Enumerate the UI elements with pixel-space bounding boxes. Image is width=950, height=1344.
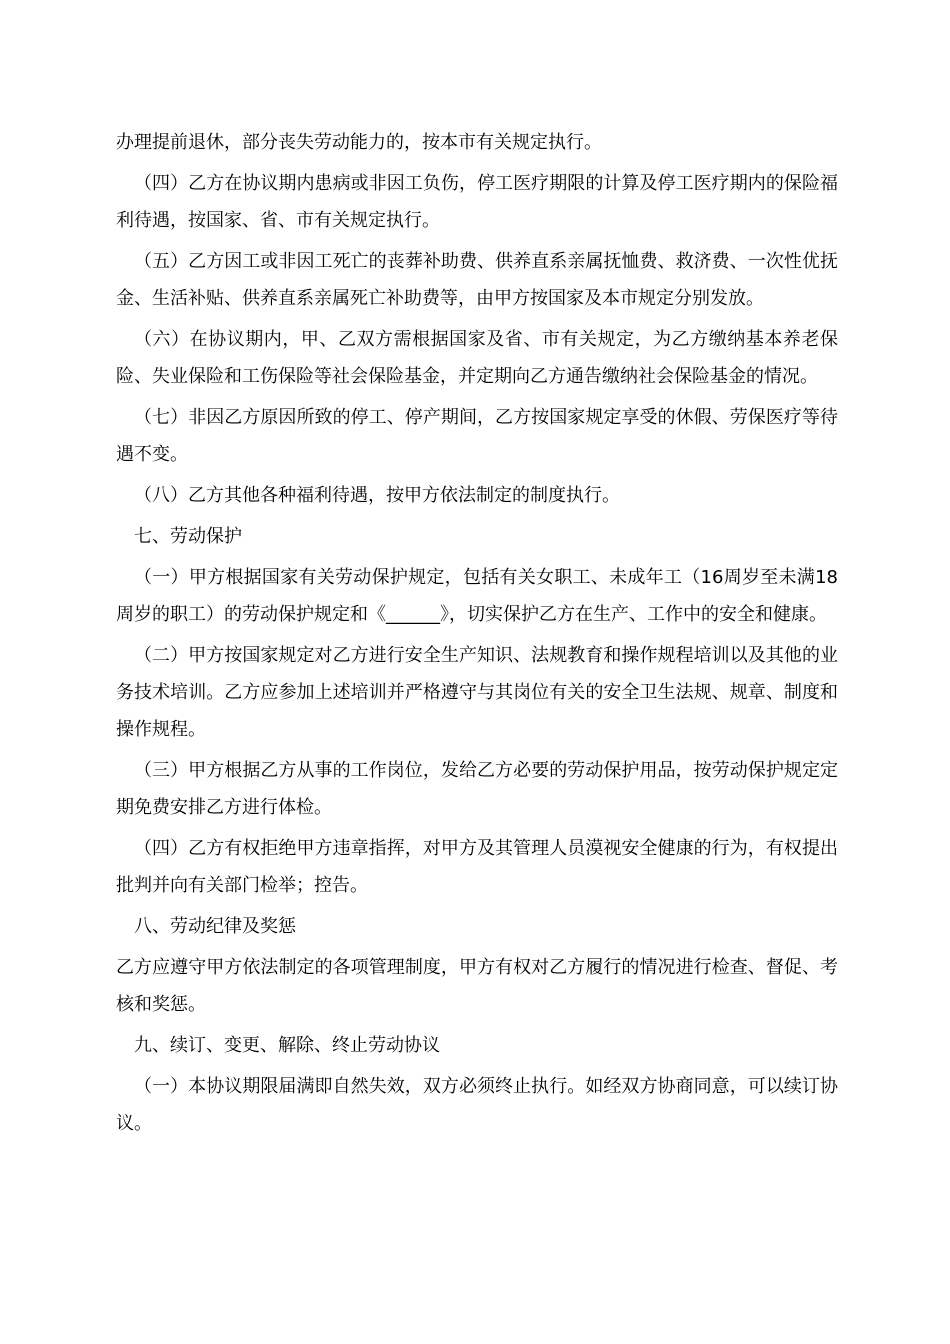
paragraph-social-insurance: （六）在协议期内，甲、乙双方需根据国家及省、市有关规定，为乙方缴纳基本养老保险、失业保险和工伤保险等社会保险基金，并定期向乙方通告缴纳社会保险基金的情况。 — [116, 329, 838, 387]
paragraph-other-benefits: （八）乙方其他各种福利待遇，按甲方依法制定的制度执行。 — [134, 485, 620, 506]
paragraph-safety-training: （二）甲方按国家规定对乙方进行安全生产知识、法规教育和操作规程培训以及其他的业务技术培训。乙方应参加上述培训并严格遵守与其岗位有关的安全卫生法规、规章、制度和操作规程。 — [116, 645, 838, 740]
paragraph-management-rules: 乙方应遵守甲方依法制定的各项管理制度，甲方有权对乙方履行的情况进行检查、督促、考核和奖惩。 — [116, 957, 838, 1015]
paragraph-early-retirement: 办理提前退休，部分丧失劳动能力的，按本市有关规定执行。 — [116, 132, 602, 153]
paragraph-contract-expiry: （一）本协议期限届满即自然失效，双方必须终止执行。如经双方协商同意，可以续订协议。 — [116, 1076, 838, 1134]
section-heading-contract-changes: 九、续订、变更、解除、终止劳动协议 — [134, 1035, 440, 1056]
paragraph-sick-leave: （四）乙方在协议期内患病或非因工负伤，停工医疗期限的计算及停工医疗期内的保险福利待遇，按国家、省、市有关规定执行。 — [116, 173, 838, 231]
paragraph-death-benefits: （五）乙方因工或非因工死亡的丧葬补助费、供养直系亲属抚恤费、救济费、一次性优抚金、生活补贴、供养直系亲属死亡补助费等，由甲方按国家及本市规定分别发放。 — [116, 251, 838, 309]
paragraph-protection-rules: （一）甲方根据国家有关劳动保护规定，包括有关女职工、未成年工（16周岁至未满18周岁的职工）的劳动保护规定和《______》，切实保护乙方在生产、工作中的安全和健康。 — [116, 567, 838, 625]
section-heading-discipline: 八、劳动纪律及奖惩 — [134, 916, 296, 937]
document-body — [116, 124, 838, 1146]
paragraph-right-to-refuse: （四）乙方有权拒绝甲方违章指挥，对甲方及其管理人员漠视安全健康的行为，有权提出批判并向有关部门检举；控告。 — [116, 838, 838, 896]
paragraph-work-stoppage: （七）非因乙方原因所致的停工、停产期间，乙方按国家规定享受的休假、劳保医疗等待遇不变。 — [116, 407, 838, 465]
section-heading-labor-protection: 七、劳动保护 — [134, 526, 242, 547]
paragraph-protective-equipment: （三）甲方根据乙方从事的工作岗位，发给乙方必要的劳动保护用品，按劳动保护规定定期免费安排乙方进行体检。 — [116, 760, 838, 818]
